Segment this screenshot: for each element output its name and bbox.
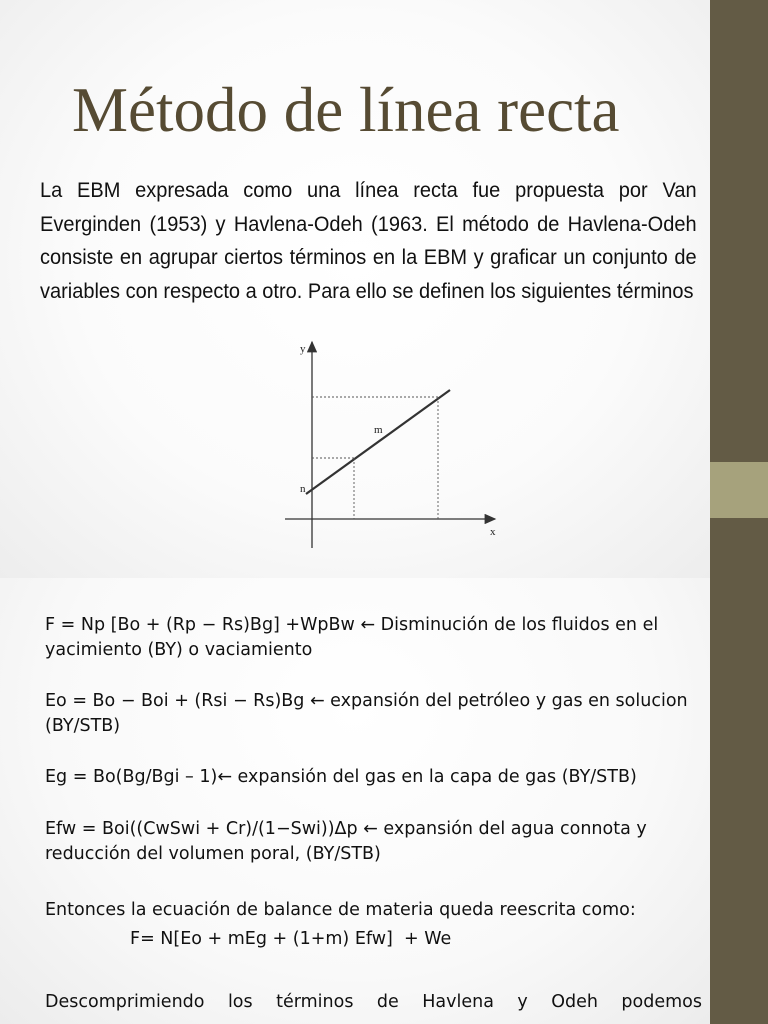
intro-paragraph: La EBM expresada como una línea recta fue propuesta por Van Everginden (1953) y Havlena-Odeh (1963. El método de Havlena-Odeh consiste en agrupar ciertos términos en la EBM y graficar un conjunto de variables con respecto a otro. Para ello se definen los siguientes términos [40, 178, 697, 303]
closing-text: Descomprimiendo los términos de Havlena y Odeh podemos [45, 992, 702, 1012]
regression-line [306, 390, 450, 494]
equation-eg: Eg = Bo(Bg/Bgi – 1)← expansión del gas en la capa de gas (BY/STB) [45, 767, 637, 787]
equation-eo: Eo = Bo − Boi + (Rsi − Rs)Bg ← expansión del petróleo y gas en solucion (BY/STB) [45, 691, 688, 736]
sidebar-accent [710, 462, 768, 518]
final-equation: F= N[Eo + mEg + (1+m) Efw] + We [130, 929, 452, 949]
intercept-label: n [300, 483, 306, 495]
y-axis-label: y [300, 343, 306, 355]
x-axis-label: x [490, 526, 496, 538]
equation-efw: Efw = Boi((CwSwi + Cr)/(1−Swi))Δp ← expansión del agua connota y reducción del volumen poral, (BY/STB) [45, 819, 647, 864]
balance-intro: Entonces la ecuación de balance de materia queda reescrita como: [45, 900, 636, 920]
slope-label: m [374, 424, 383, 436]
equation-f: F = Np [Bo + (Rp − Rs)Bg] +WpBw ← Disminución de los fluidos en el yacimiento (BY) o vaciamiento [45, 615, 659, 660]
slide-title: Método de línea recta [72, 75, 620, 145]
straight-line-graph [280, 338, 500, 548]
